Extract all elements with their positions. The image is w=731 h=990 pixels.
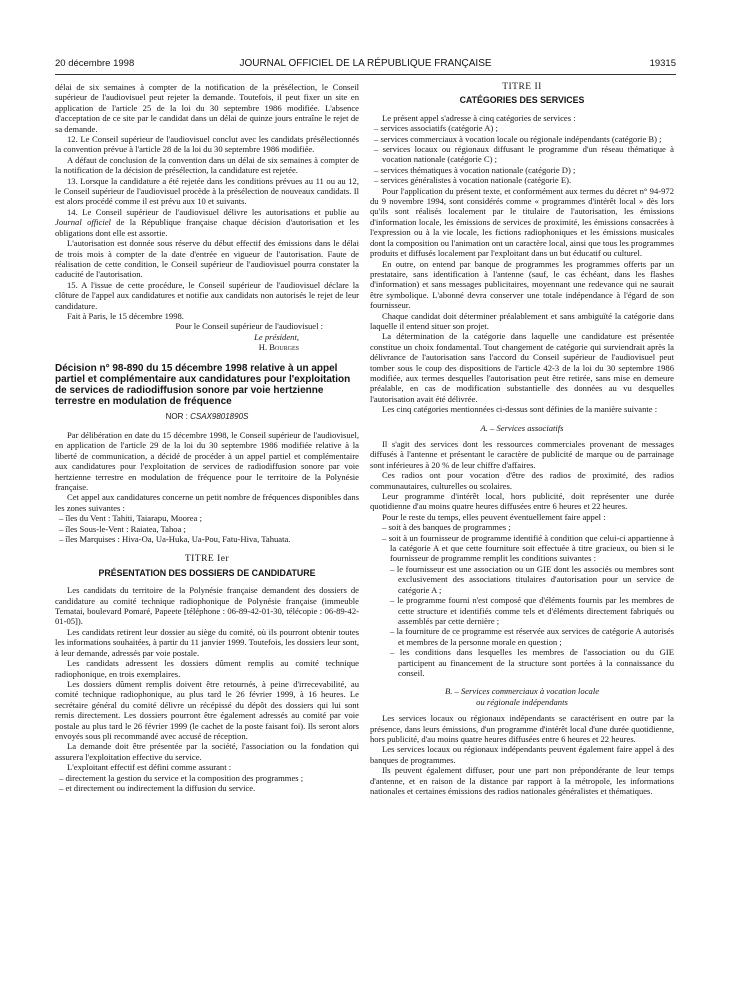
paragraph: Les candidats retirent leur dossier au siège du comité, où ils pourront obtenir toutes les informations souhaitées, à partir du 11 janvier 1999. Toutefois, les dossiers leur sont, à leur demande, adressés par voie postale. xyxy=(55,626,359,658)
journal-officiel-italic: Journal officiel xyxy=(55,217,111,228)
text: 14. Le Conseil supérieur de l'audiovisuel délivre les autorisations et publie au xyxy=(67,206,359,217)
paragraph: 15. A l'issue de cette procédure, le Conseil supérieur de l'audiovisuel déclare la clôture de l'appel aux candidatures et notifie aux candidats non autorisés le rejet de leur candidature. xyxy=(55,279,359,311)
list-item: – directement la gestion du service et la composition des programmes ; xyxy=(59,772,304,783)
titre-2-heading: TITRE II xyxy=(502,82,542,92)
appel-list xyxy=(370,522,674,564)
list-item: – la fourniture de ce programme est réservée aux services de catégorie A autorisés et membres de la personne morale en question ; xyxy=(390,626,674,647)
paragraph: Ils peuvent également diffuser, pour une part non prépondérante de leur temps d'antenne, et en raison de la distance par rapport à la métropole, les informations nationales et certaines émissions des radios nationales généralistes et thématiques. xyxy=(370,765,674,796)
paragraph: Le présent appel s'adresse à cinq catégories de services : xyxy=(382,112,576,123)
paragraph: Les services locaux ou régionaux indépendants se caractérisent en outre par la présence, dans leurs émissions, d'un programme d'intérêt local d'une durée quotidienne, hors publicité, d'au moins quatre heures diffusées entre 6 heures et 22 heures. xyxy=(370,713,674,744)
list-item: – services généralistes à vocation nationale (catégorie E). xyxy=(374,175,572,186)
paragraph: En outre, on entend par banque de programmes les programmes offerts par un prestataire, sans identification à l'antenne (sauf, le cas échéant, dans les flashes d'information) et sans messages publicitaires, moyennant une redevance qui ne saurait être symbolique. L'abonné devra conserver une totale indépendance à l'égard de son fournisseur. xyxy=(370,258,674,311)
section-b-heading-line2: ou régionale indépendants xyxy=(476,696,568,707)
list-item: – îles Marquises : Hiva-Oa, Ua-Huka, Ua-Pou, Fatu-Hiva, Tahuata. xyxy=(59,534,291,545)
paragraph xyxy=(55,207,359,238)
list-item: – services thématiques à vocation nationale (catégorie D) ; xyxy=(374,164,576,175)
paragraph: L'autorisation est donnée sous réserve du début effectif des émissions dans le délai de trois mois à compter de la date d'entrée en vigueur de l'autorisation. Faute de réalisation de cette condition, le Conseil supérieur de l'audiovisuel pourra constater la caducité de l'autorisation. xyxy=(55,238,359,280)
header-rule xyxy=(55,74,676,75)
paragraph: Les dossiers dûment remplis doivent être retournés, à peine d'irrecevabilité, au comité technique radiophonique, au plus tard le 26 février 1999, à 16 heures. Le secrétaire général du comité délivre un récépissé du dépôt des dossiers qui lui sont remis directement. Les dossiers pourront être également adressés au comité par voie postale au plus tard le 26 février 1999 (le cachet de la poste faisant foi). Ils seront alors envoyés sous pli recommandé avec accusé de réception. xyxy=(55,678,359,741)
titre-1-heading: TITRE Ier xyxy=(184,554,230,565)
signature-line: Pour le Conseil supérieur de l'audiovisuel : xyxy=(175,321,323,332)
paragraph: La détermination de la catégorie dans laquelle une candidature est présentée constitue un choix fondamental. Tout changement de catégorie qui surviendrait après la délivrance de l'autorisation sans l'accord du Conseil supérieur de l'audiovisuel peut tomber sous le coup des dispositions de l'article 42-3 de la loi du 30 septembre 1986 modifiée, aux termes desquelles l'autorisation peut être retirée, sans mise en demeure préalable, en cas de modification substantielle des données au vu desquelles l'autorisation avait été délivrée. xyxy=(370,331,674,404)
paragraph: Cet appel aux candidatures concerne un petit nombre de fréquences disponibles dans les zones suivantes : xyxy=(55,492,359,513)
paragraph: Pour le reste du temps, elles peuvent éventuellement faire appel : xyxy=(382,511,606,522)
list-item: – services locaux ou régionaux diffusant le programme d'un réseau thématique à vocation nationale (catégorie C) ; xyxy=(374,144,674,165)
paragraph: Les services locaux ou régionaux indépendants peuvent également faire appel à des banques de programmes. xyxy=(370,744,674,765)
paragraph: Chaque candidat doit déterminer préalablement et sans ambiguïté la catégorie dans laquelle il entend situer son projet. xyxy=(370,310,674,331)
decision-title: Décision n° 98-890 du 15 décembre 1998 relative à un appel partiel et complémentaire aux candidatures pour l'exploitation de services de radiodiffusion sonore par voie hertzienne terrestre en modulation de fréquence xyxy=(55,362,351,407)
list-item: – le programme fourni n'est composé que d'éléments fournis par les membres de cette structure et identifiés comme tels et d'éléments directement fabriqués ou assemblés par cette dernière ; xyxy=(390,595,674,626)
list-item: – services commerciaux à vocation locale ou régionale indépendants (catégorie B) ; xyxy=(374,133,662,144)
signature-name: H. Bourges xyxy=(258,342,299,353)
paragraph: Les candidats du territoire de la Polynésie française demandent des dossiers de candidature au comité technique radiophonique de Polynésie française (immeuble Tematai, boulevard Pomaré, Papeete [téléphone : 06-89-42-01-30, télécopie : 06-89-42-01-05]). xyxy=(55,585,359,627)
page-header xyxy=(55,58,676,72)
paragraph: Ces radios ont pour vocation d'être des radios de proximité, des radios communautaires, culturelles ou scolaires. xyxy=(370,470,674,491)
conditions-list xyxy=(370,564,674,678)
categories-list xyxy=(370,123,674,185)
paragraph: Leur programme d'intérêt local, hors publicité, doit représenter une durée quotidienne d'au moins quatre heures diffusées entre 6 heures et 22 heures. xyxy=(370,491,674,512)
header-page-number: 19315 xyxy=(649,58,676,69)
paragraph: Les cinq catégories mentionnées ci-dessus sont définies de la manière suivante : xyxy=(382,404,658,415)
paragraph: A défaut de conclusion de la convention dans un délai de six semaines à compter de la notification de la décision de présélection, la candidature est rejetée. xyxy=(55,154,359,176)
header-journal-title: JOURNAL OFFICIEL DE LA RÉPUBLIQUE FRANÇAISE xyxy=(239,58,492,69)
list-item: – et directement ou indirectement la diffusion du service. xyxy=(59,782,256,793)
nor-reference: NOR : CSAX9801890S xyxy=(165,411,249,421)
paragraph: délai de six semaines à compter de la notification de la présélection, le Conseil supérieur de l'audiovisuel peut rejeter la demande. Toutefois, il peut fixer un site en application de l'article 25 de la loi du 30 septembre 1986 modifiée. L'absence d'acceptation de ce site par le candidat dans un délai de quinze jours entraîne le rejet de sa demande. xyxy=(55,82,359,134)
titre-1-subheading: PRÉSENTATION DES DOSSIERS DE CANDIDATURE xyxy=(98,567,316,578)
list-item: – le fournisseur est une association ou un GIE dont les associés ou membres sont exclusivement des associations titulaires d'autorisation pour un service de catégorie A ; xyxy=(390,563,674,595)
zones-list xyxy=(55,513,359,544)
right-column xyxy=(370,82,674,796)
list-item: – soit à des banques de programmes ; xyxy=(382,522,511,533)
signature-title: Le président, xyxy=(254,331,299,342)
paragraph: L'exploitant effectif est défini comme assurant : xyxy=(67,762,232,773)
list-item: – îles Sous-le-Vent : Raiatea, Tahoa ; xyxy=(59,523,186,534)
header-date: 20 décembre 1998 xyxy=(55,58,135,69)
paragraph: 12. Le Conseil supérieur de l'audiovisuel conclut avec les candidats présélectionnés la convention prévue à l'article 28 de la loi du 30 septembre 1986 modifiée. xyxy=(55,134,359,155)
exploitant-list xyxy=(55,773,359,794)
list-item: – services associatifs (catégorie A) ; xyxy=(374,123,498,134)
titre-2-subheading: CATÉGORIES DES SERVICES xyxy=(459,95,585,106)
left-column xyxy=(55,82,359,793)
fait-a-paris: Fait à Paris, le 15 décembre 1998. xyxy=(67,310,184,321)
paragraph: 13. Lorsque la candidature a été rejetée dans les conditions prévues au 11 ou au 12, le Conseil supérieur de l'audiovisuel procède à la présélection de nouveaux candidats. Il est alors procédé comme il est prévu aux 10 et suivants. xyxy=(55,175,359,207)
list-item: – les conditions dans lesquelles les membres de l'association ou du GIE participent au financement de la structure sont portées à la connaissance du conseil. xyxy=(390,647,674,678)
paragraph: Les candidats adressent les dossiers dûment remplis au comité technique radiophonique, en trois exemplaires. xyxy=(55,658,359,679)
list-item: – soit à un fournisseur de programme identifié à condition que celui-ci appartienne à la catégorie A et que cette fourniture soit effectuée à titre gracieux, ou bien si le fournisseur de programme remplit les conditions suivantes : xyxy=(382,532,674,564)
paragraph: Par délibération en date du 15 décembre 1998, le Conseil supérieur de l'audiovisuel, en application de l'article 29 de la loi du 30 septembre 1986 modifiée relative à la liberté de communication, a décidé de procéder à un appel partiel et complémentaire aux candidatures pour l'exploitation de services de radiodiffusion sonore par voie hertzienne terrestre en modulation de fréquence pour le territoire de la Polynésie française. xyxy=(55,429,359,492)
text: de la République française chaque décision d'autorisation et les obligations dont elle est assortie. xyxy=(55,217,360,238)
paragraph: Il s'agit des services dont les ressources commerciales provenant de messages diffusés à l'antenne et présentant le caractère de publicité de marque ou de parrainage sont inférieures à 20 % de leur chiffre d'affaires. xyxy=(370,439,674,470)
section-a-heading: A. – Services associatifs xyxy=(480,422,564,433)
paragraph: La demande doit être présentée par la société, l'association ou la fondation qui assurera l'exploitation effective du service. xyxy=(55,741,359,762)
section-b-heading: B. – Services commerciaux à vocation locale xyxy=(444,686,600,697)
paragraph: Pour l'application du présent texte, et conformément aux termes du décret n° 94-972 du 9 novembre 1994, sont considérés comme « programmes d'intérêt local » dès lors qu'ils sont réalisés localement par le titulaire de l'autorisation, les émissions d'information locale, les émissions de services de proximité, les émissions consacrées à l'expression ou à la vie locale, les fictions radiophoniques et les émissions musicales dont la composition ou l'animation ont un caractère local, ainsi que tous les programmes produits et diffusés localement par l'exploitant dans un but éducatif ou culturel. xyxy=(370,185,674,259)
list-item: – îles du Vent : Tahiti, Taiarapu, Moorea ; xyxy=(59,513,202,524)
